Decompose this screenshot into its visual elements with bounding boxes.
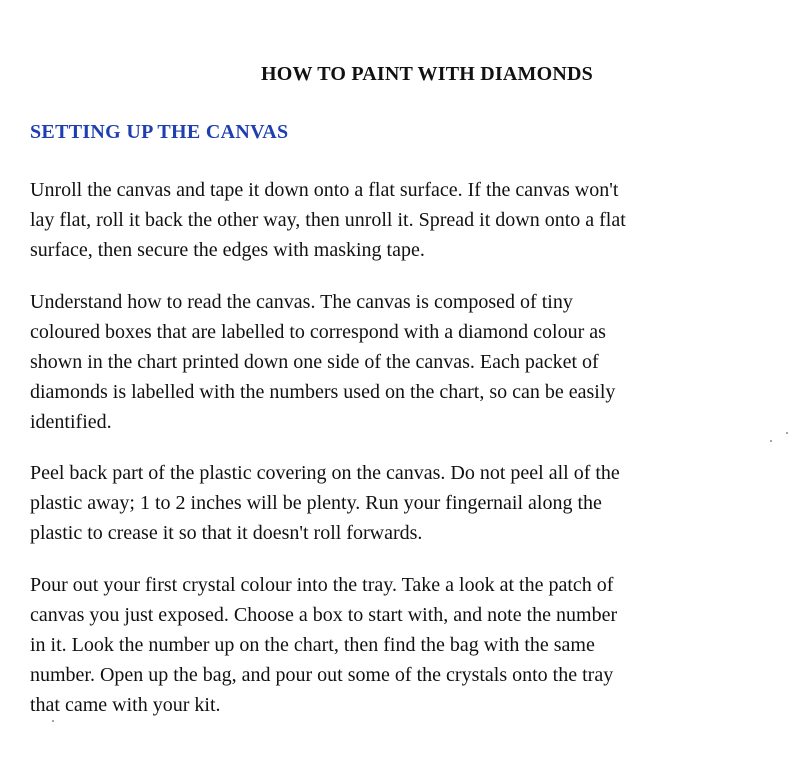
paragraph-read-canvas xyxy=(30,287,775,437)
section-heading: SETTING UP THE CANVAS xyxy=(30,121,289,143)
paragraph-line: Understand how to read the canvas. The canvas is composed of tiny xyxy=(30,291,573,313)
paragraph-line: surface, then secure the edges with masking tape. xyxy=(30,239,425,261)
paragraph-line: lay flat, roll it back the other way, then unroll it. Spread it down onto a flat xyxy=(30,209,626,231)
paragraph-line: diamonds is labelled with the numbers used on the chart, so can be easily xyxy=(30,381,616,403)
document-title: HOW TO PAINT WITH DIAMONDS xyxy=(261,63,593,85)
paragraph-line: Unroll the canvas and tape it down onto a flat surface. If the canvas won't xyxy=(30,179,619,201)
paragraph-line: number. Open up the bag, and pour out some of the crystals onto the tray xyxy=(30,664,614,686)
paragraph-line: Peel back part of the plastic covering on the canvas. Do not peel all of the xyxy=(30,462,620,484)
paragraph-line: that came with your kit. xyxy=(30,694,221,716)
paragraph-line: identified. xyxy=(30,411,112,433)
paragraph-line: shown in the chart printed down one side of the canvas. Each packet of xyxy=(30,351,599,373)
paragraph-line: canvas you just exposed. Choose a box to start with, and note the number xyxy=(30,604,618,626)
paragraph-peel-plastic xyxy=(30,458,775,548)
paragraph-line: coloured boxes that are labelled to correspond with a diamond colour as xyxy=(30,321,606,343)
paragraph-unroll-canvas xyxy=(30,175,775,265)
scan-speck xyxy=(786,432,788,434)
scan-speck xyxy=(52,720,54,722)
paragraph-pour-crystals xyxy=(30,570,775,720)
paragraph-line: plastic away; 1 to 2 inches will be plenty. Run your fingernail along the xyxy=(30,492,602,514)
paragraph-line: in it. Look the number up on the chart, then find the bag with the same xyxy=(30,634,595,656)
paragraph-line: Pour out your first crystal colour into the tray. Take a look at the patch of xyxy=(30,574,614,596)
paragraph-line: plastic to crease it so that it doesn't roll forwards. xyxy=(30,522,423,544)
scan-speck xyxy=(770,440,772,442)
